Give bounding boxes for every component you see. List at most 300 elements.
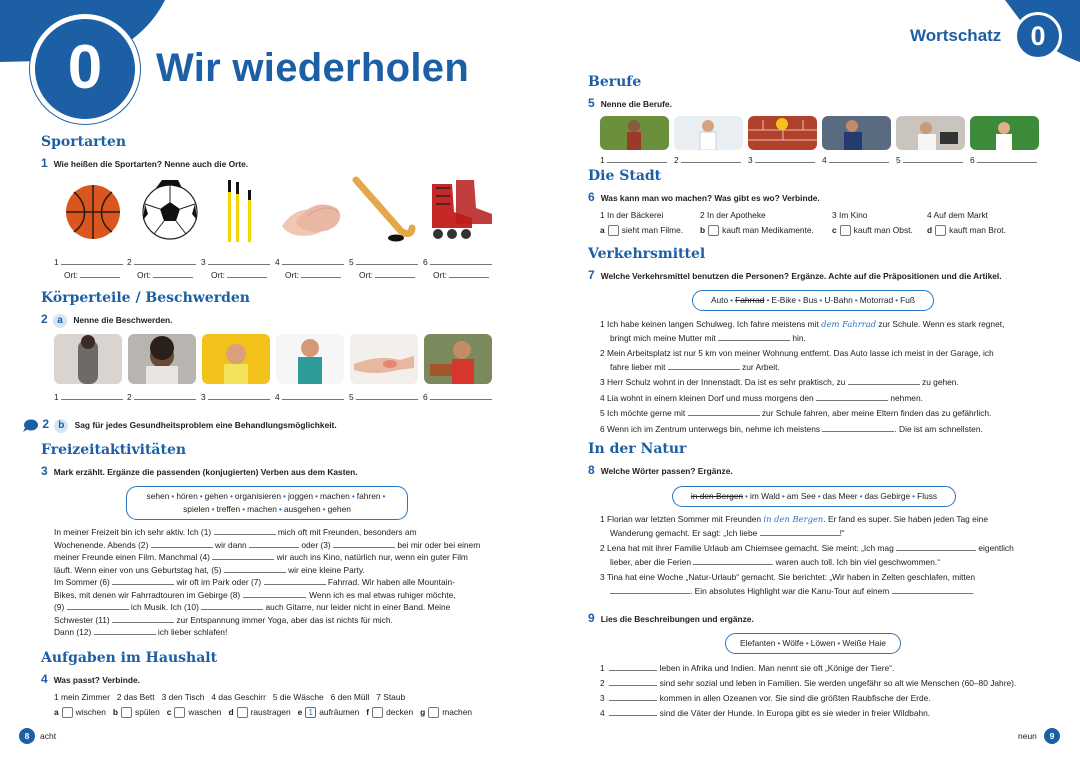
ort-blank[interactable] — [227, 269, 267, 278]
word: Bus — [802, 295, 818, 305]
text-segment: leben in Afrika und Indien. Man nennt sie oft „Könige der Tiere“. — [659, 663, 895, 673]
word: Elefanten — [740, 638, 776, 648]
instruction-text: Lies die Beschreibungen und ergänze. — [600, 614, 754, 624]
section-title-sportarten: Sportarten — [41, 134, 127, 150]
ballet-shoes-icon — [282, 204, 340, 235]
answer-checkbox[interactable] — [428, 707, 439, 718]
ort-blank[interactable] — [153, 269, 193, 278]
answer-blank[interactable] — [430, 391, 492, 400]
section-title-berufe: Berufe — [588, 74, 642, 90]
item-text: den Müll — [337, 692, 370, 702]
page-number-badge-right: 9 — [1044, 728, 1060, 744]
item-number: 3 — [748, 155, 753, 165]
text-segment: auch Gitarre, nur leider nicht in einer Band. Meine — [265, 602, 451, 612]
section-header: Wortschatz — [910, 26, 1002, 45]
photo-office-worker — [896, 116, 965, 150]
item-number: 3 — [201, 257, 206, 267]
answer-blank[interactable] — [829, 154, 889, 163]
item-number: 5 — [349, 392, 354, 402]
item-number: 3 — [832, 210, 837, 220]
item-number: 3 — [600, 693, 605, 703]
text-segment: Fahrrad. Wir haben alle Mountain- — [327, 577, 455, 587]
page-title: Wir wiederholen — [156, 46, 470, 90]
word: Auto — [710, 295, 729, 305]
photo-stomachache — [276, 334, 344, 384]
page-number-word-right: neun — [1018, 731, 1037, 741]
option-letter: g — [420, 707, 426, 717]
exercise-6-instruction — [588, 190, 820, 204]
exercise-number: 6 — [588, 190, 595, 204]
text-segment: . — [971, 585, 974, 596]
text-segment: In meiner Freizeit bin ich sehr aktiv. Ich (1) — [54, 527, 212, 537]
item-number: 3 — [600, 377, 605, 387]
text-segment: oder (3) — [301, 539, 331, 550]
word: ausgehen — [283, 504, 321, 514]
ort-label: Ort: — [359, 270, 373, 280]
text-segment: fahre lieber mit — [610, 361, 666, 372]
answer-blank[interactable] — [356, 391, 418, 400]
item-number: 4 — [600, 708, 605, 718]
answer-blank[interactable] — [224, 564, 286, 573]
text-segment: wir auch ins Kino, natürlich nur, wenn ein guter Film — [276, 552, 468, 562]
example-answer: dem Fahrrad — [821, 319, 877, 329]
place-item — [832, 210, 867, 220]
photo-cook — [970, 116, 1039, 150]
photo-toothache — [202, 334, 270, 384]
text-segment: Herr Schulz wohnt in der Innenstadt. Da ist es sehr praktisch, zu — [607, 377, 846, 387]
item-number: 7 — [376, 692, 381, 702]
option-letter: b — [112, 707, 119, 717]
option-item — [600, 225, 683, 236]
text-segment: . Wenn ich es mal etwas ruhiger möchte, — [304, 589, 456, 600]
answer-blank[interactable] — [977, 154, 1037, 163]
section-title-freizeit: Freizeitaktivitäten — [41, 442, 187, 458]
item-number: 6 — [600, 423, 605, 434]
option-text: kauft man Obst. — [853, 225, 913, 235]
item-number: 6 — [423, 257, 428, 267]
answer-blank[interactable] — [112, 576, 174, 585]
item-number: 3 — [600, 572, 605, 582]
photo-back-pain — [54, 334, 122, 384]
answer-blank[interactable] — [681, 154, 741, 163]
ort-blank[interactable] — [301, 269, 341, 278]
ort-blank[interactable] — [80, 269, 120, 278]
instruction-text: Welche Verkehrsmittel benutzen die Personen? Ergänze. Achte auf die Präpositionen und die Artikel. — [600, 271, 1002, 281]
item-number: 1 — [54, 692, 59, 702]
text-segment: wir oft im Park oder (7) — [176, 577, 262, 587]
text-segment: zu gehen. — [922, 377, 959, 387]
exercise-number: 1 — [41, 156, 48, 170]
option-text: kauft man Medikamente. — [722, 225, 814, 235]
text-segment: Ich habe keinen langen Schulweg. Ich fahre meistens mit — [607, 319, 819, 329]
exercise-7-instruction — [588, 268, 1002, 282]
photo-wrist-pain — [350, 334, 418, 384]
soccer-ball-icon — [143, 180, 197, 239]
instruction-text: Was passt? Verbinde. — [53, 675, 140, 685]
sports-images — [60, 176, 500, 244]
answer-blank[interactable] — [333, 539, 395, 548]
instruction-text: Mark erzählt. Ergänze die passenden (konjugierten) Verben aus dem Kasten. — [53, 467, 358, 477]
exercise-number: 8 — [588, 463, 595, 477]
section-title-haushalt: Aufgaben im Haushalt — [41, 650, 218, 666]
section-title-koerperteile: Körperteile / Beschwerden — [41, 290, 250, 306]
answer-blank[interactable] — [212, 551, 274, 560]
word-box-vehicles: Auto • Fahrrad • E-Bike • Bus • U-Bahn • Motorrad • Fuß — [692, 290, 934, 311]
word-crossed: in den Bergen — [690, 491, 744, 501]
exercise-9-instruction — [588, 611, 754, 625]
chapter-number: 0 — [67, 33, 103, 102]
word: fahren — [356, 491, 381, 501]
answer-blank[interactable] — [816, 392, 888, 401]
option-letter: f — [366, 707, 370, 717]
section-title-stadt: Die Stadt — [588, 168, 662, 184]
exercise-4-instruction — [41, 672, 140, 686]
word-crossed: Fahrrad — [735, 295, 765, 305]
part-b-badge: b — [54, 419, 68, 433]
text-segment: Tina hat eine Woche „Natur-Urlaub“ gemacht. Sie berichtet: „Wir haben in Zelten geschlafen, mitten — [606, 572, 976, 582]
word-box-animals: Elefanten • Wölfe • Löwen • Weiße Haie — [725, 633, 901, 654]
answer-blank[interactable] — [755, 154, 815, 163]
item-number: 4 — [822, 155, 827, 165]
item-number: 3 — [201, 392, 206, 402]
item-number: 1 — [600, 210, 605, 220]
ski-poles-icon — [228, 180, 251, 242]
answer-blank[interactable] — [718, 332, 790, 341]
speech-bubble-icon — [22, 419, 38, 432]
item-number: 5 — [896, 155, 901, 165]
text-segment: Im Sommer (6) — [54, 577, 110, 587]
item-text: das Geschirr — [218, 692, 266, 702]
word: machen — [320, 491, 350, 501]
ort-label: Ort: — [137, 270, 151, 280]
ort-label: Ort: — [64, 270, 78, 280]
answer-checkbox[interactable] — [608, 225, 619, 236]
word: E-Bike — [771, 295, 797, 305]
chapter-circle — [30, 14, 140, 124]
word: machen — [247, 504, 277, 514]
text-segment: Bikes, mit denen wir Fahrradtouren im Gebirge (8) — [54, 589, 241, 600]
ort-blank[interactable] — [375, 269, 415, 278]
text-segment: bei mir oder bei einem — [397, 539, 481, 550]
item-number: 1 — [600, 663, 605, 673]
answer-blank[interactable] — [249, 539, 299, 548]
text-segment: sind sehr sozial und leben in Familien. Sie werden ungefähr so alt wie Menschen (60–80 Jahre). — [659, 678, 1017, 688]
option-item — [700, 225, 814, 236]
item-number: 2 — [116, 692, 122, 702]
option-text: spülen — [135, 707, 160, 717]
word: Motorrad — [859, 295, 894, 305]
item-text: mein Zimmer — [61, 692, 110, 702]
freizeit-text — [54, 526, 494, 639]
option-text: kauft man Brot. — [949, 225, 1006, 235]
item-number: 1 — [54, 392, 59, 402]
word: das Gebirge — [864, 491, 911, 501]
photo-knee-injury — [424, 334, 492, 384]
answer-blank[interactable] — [151, 539, 213, 548]
item-number: 4 — [275, 257, 280, 267]
text-segment: mich oft mit Freunden, besonders am — [277, 527, 417, 537]
text-segment: Wanderung gemacht. Er sagt: „Ich liebe — [610, 527, 758, 538]
text-segment: Wenn ich im Zentrum unterwegs bin, nehme ich meistens — [607, 423, 821, 434]
text-segment: läuft. Wenn einer von uns Geburtstag hat, (5) — [54, 564, 222, 575]
answer-checkbox-filled[interactable]: 1 — [305, 707, 316, 718]
exercise-2a-instruction — [41, 312, 172, 328]
item-number: 1 — [600, 155, 605, 165]
option-letter: a — [54, 707, 59, 717]
exercise-number: 4 — [41, 672, 48, 686]
word: Wölfe — [782, 638, 804, 648]
word: treffen — [216, 504, 241, 514]
exercise-3-instruction — [41, 464, 358, 478]
item-number: 6 — [970, 155, 975, 165]
answer-blank[interactable] — [208, 256, 270, 265]
word: im Wald — [749, 491, 780, 501]
text-segment: zur Schule. Wenn es stark regnet, — [878, 319, 1005, 329]
text-segment: Lena hat mit ihrer Familie Urlaub am Chiemsee gemacht. Sie meint: „Ich mag — [607, 543, 894, 553]
answer-blank[interactable] — [822, 423, 894, 432]
ort-label: Ort: — [433, 270, 447, 280]
word: das Meer — [822, 491, 858, 501]
option-letter: b — [700, 225, 706, 235]
section-title-verkehr: Verkehrsmittel — [588, 246, 706, 262]
item-number: 2 — [127, 392, 132, 402]
instruction-text: Nenne die Berufe. — [600, 99, 672, 109]
answer-blank[interactable] — [282, 391, 344, 400]
item-number: 4 — [927, 210, 932, 220]
section-title-natur: In der Natur — [588, 441, 687, 457]
text-segment: lieber, aber die Ferien — [610, 556, 692, 567]
answer-blank[interactable] — [896, 542, 976, 551]
place-item — [927, 210, 988, 220]
item-text: den Tisch — [168, 692, 205, 702]
answer-blank[interactable] — [201, 601, 263, 610]
exercise-8-instruction — [588, 463, 733, 477]
option-item — [832, 225, 913, 236]
item-number: 1 — [600, 514, 605, 524]
item-number: 6 — [330, 692, 336, 702]
option-letter: d — [228, 707, 234, 717]
item-number: 5 — [272, 692, 278, 702]
answer-blank[interactable] — [264, 576, 326, 585]
instruction-text: Sag für jedes Gesundheitsproblem eine Behandlungsmöglichkeit. — [74, 420, 337, 430]
answer-blank[interactable] — [609, 662, 657, 671]
answer-blank[interactable] — [610, 585, 690, 594]
item-number: 2 — [600, 543, 605, 553]
photo-gardener — [600, 116, 669, 150]
answer-blank[interactable] — [61, 391, 123, 400]
option-text: wischen — [75, 707, 106, 717]
page-number-word-left: acht — [40, 731, 57, 741]
word-box-line-2: spielen • treffen • machen • ausgehen • gehen — [183, 504, 351, 514]
text-segment: Ich möchte gerne mit — [607, 408, 686, 418]
word: joggen — [287, 491, 314, 501]
word: spielen — [183, 504, 210, 514]
example-answer: in den Bergen — [763, 514, 824, 524]
answer-blank[interactable] — [208, 391, 270, 400]
text-segment: Florian war letzten Sommer mit Freunden — [607, 514, 762, 524]
item-number: 3 — [161, 692, 167, 702]
haushalt-items — [54, 691, 405, 704]
photo-headache — [128, 334, 196, 384]
word: hören — [176, 491, 198, 501]
text-segment: Dann (12) — [54, 627, 92, 637]
answer-blank[interactable] — [760, 527, 840, 536]
option-text: decken — [386, 707, 414, 717]
answer-blank[interactable] — [609, 692, 657, 701]
photo-mechanic — [822, 116, 891, 150]
instruction-text: Nenne die Beschwerden. — [73, 315, 173, 325]
exercise-number: 7 — [588, 268, 595, 282]
item-number: 6 — [423, 392, 428, 402]
answer-blank[interactable] — [609, 707, 657, 716]
text-segment: !“ — [839, 527, 845, 538]
option-text: machen — [442, 707, 473, 717]
answer-checkbox[interactable] — [121, 707, 132, 718]
word-box-nature: in den Bergen • im Wald • am See • das Meer • das Gebirge • Fluss — [672, 486, 956, 507]
text-segment: eigentlich — [978, 543, 1014, 553]
text-segment: . Er fand es super. Sie haben jeden Tag eine — [823, 514, 988, 524]
option-text: raustragen — [250, 707, 291, 717]
answer-blank[interactable] — [609, 677, 657, 686]
item-text: das Bett — [123, 692, 155, 702]
item-number: 5 — [600, 408, 605, 418]
exercise-number: 3 — [41, 464, 48, 478]
place-text: In der Apotheke — [707, 210, 766, 220]
item-number: 2 — [127, 257, 132, 267]
option-text: aufräumen — [319, 707, 360, 717]
text-segment: . Ein absolutes Highlight war die Kanu-Tour auf einem — [690, 585, 890, 596]
exercise-number: 9 — [588, 611, 595, 625]
photo-doctor — [674, 116, 743, 150]
answer-blank[interactable] — [892, 585, 972, 594]
answer-blank[interactable] — [688, 407, 760, 416]
text-segment: zur Schule fahren, aber meine Eltern finden das zu gefährlich. — [761, 408, 992, 418]
item-number: 1 — [600, 319, 605, 329]
answer-blank[interactable] — [134, 391, 196, 400]
text-segment: hin. — [792, 332, 806, 343]
word: sehen — [146, 491, 170, 501]
item-number: 5 — [349, 257, 354, 267]
answer-blank[interactable] — [848, 376, 920, 385]
item-number: 2 — [700, 210, 705, 220]
text-segment: zur Arbeit. — [742, 361, 780, 372]
answer-blank[interactable] — [214, 526, 276, 535]
answer-checkbox[interactable] — [935, 225, 946, 236]
word: U-Bahn — [824, 295, 853, 305]
word: am See — [786, 491, 816, 501]
word-box-line-1: sehen • hören • gehen • organisieren • joggen • machen • fahren • — [146, 491, 386, 501]
answer-blank[interactable] — [282, 256, 344, 265]
item-number: 1 — [54, 257, 59, 267]
item-text: die Wäsche — [279, 692, 324, 702]
verkehr-sentences — [600, 318, 1050, 436]
item-number: 4 — [600, 392, 605, 403]
text-segment: bringt mich meine Mutter mit — [610, 332, 716, 343]
place-text: In der Bäckerei — [607, 210, 664, 220]
answer-blank[interactable] — [94, 626, 156, 635]
part-a-badge: a — [53, 314, 67, 328]
instruction-text: Welche Wörter passen? Ergänze. — [600, 466, 733, 476]
option-item — [927, 225, 1006, 236]
text-segment: kommen in allen Ozeanen vor. Sie sind die größten Raubfische der Erde. — [659, 693, 931, 703]
text-segment: . Die ist am schnellsten. — [894, 423, 983, 434]
chapter-badge — [1014, 12, 1062, 60]
word: gehen — [327, 504, 351, 514]
option-letter: c — [166, 707, 172, 717]
chapter-badge-number: 0 — [1030, 21, 1046, 51]
hockey-stick-icon — [356, 180, 412, 242]
answer-checkbox[interactable] — [62, 707, 73, 718]
exercise-5-instruction — [588, 96, 672, 110]
option-letter: c — [832, 225, 837, 235]
item-number: 4 — [275, 392, 280, 402]
answer-blank[interactable] — [356, 256, 418, 265]
word: Weiße Haie — [842, 638, 886, 648]
text-segment: Schwester (11) — [54, 614, 110, 625]
answer-checkbox[interactable] — [372, 707, 383, 718]
text-segment: wir dann — [215, 539, 247, 550]
exercise-1-instruction — [41, 156, 248, 170]
answer-checkbox[interactable] — [174, 707, 185, 718]
text-segment: Mein Arbeitsplatz ist nur 5 km von meiner Wohnung entfernt. Das Auto lasse ich meist in der Garage, ich — [607, 348, 994, 358]
answer-blank[interactable] — [243, 589, 305, 598]
answer-blank[interactable] — [134, 256, 196, 265]
answer-checkbox[interactable] — [840, 225, 851, 236]
word-box-verbs — [126, 486, 408, 520]
option-letter: a — [600, 225, 605, 235]
ort-blank[interactable] — [449, 269, 489, 278]
text-segment: zur Entspannung immer Yoga, aber das ist nichts für mich. — [176, 614, 393, 625]
word: Fuß — [900, 295, 916, 305]
word: organisieren — [234, 491, 281, 501]
place-text: Im Kino — [839, 210, 868, 220]
basketball-icon — [66, 185, 120, 239]
answer-blank[interactable] — [430, 256, 492, 265]
natur-sentences — [600, 513, 1050, 598]
answer-blank[interactable] — [693, 556, 773, 565]
text-segment: wir eine kleine Party. — [288, 564, 365, 575]
exercise-2b-instruction — [22, 417, 337, 433]
haushalt-options — [54, 706, 472, 719]
item-number: 4 — [211, 692, 217, 702]
answer-blank[interactable] — [112, 614, 174, 623]
page-number-badge-left: 8 — [19, 728, 35, 744]
item-number: 2 — [600, 348, 605, 358]
text-segment: meiner Freunde einen Film. Manchmal (4) — [54, 552, 210, 562]
option-letter: d — [927, 225, 933, 235]
answer-checkbox[interactable] — [237, 707, 248, 718]
answer-blank[interactable] — [67, 601, 129, 610]
option-text: sieht man Filme. — [621, 225, 684, 235]
item-number: 2 — [674, 155, 679, 165]
answer-blank[interactable] — [607, 154, 667, 163]
place-text: Auf dem Markt — [933, 210, 989, 220]
item-text: Staub — [383, 692, 406, 702]
inline-skates-icon — [432, 180, 492, 239]
instruction-text: Wie heißen die Sportarten? Nenne auch die Orte. — [53, 159, 249, 169]
answer-checkbox[interactable] — [708, 225, 719, 236]
item-number: 2 — [600, 678, 605, 688]
place-item — [700, 210, 766, 220]
ort-label: Ort: — [285, 270, 299, 280]
text-segment: Lia wohnt in einem kleinen Dorf und muss morgens den — [607, 392, 814, 403]
text-segment: sind die Väter der Hunde. In Europa gibt es sie wieder in freier Wildbahn. — [659, 708, 931, 718]
answer-blank[interactable] — [61, 256, 123, 265]
answer-blank[interactable] — [668, 361, 740, 370]
text-segment: ich lieber schlafen! — [157, 627, 228, 637]
answer-blank[interactable] — [903, 154, 963, 163]
place-item — [600, 210, 663, 220]
